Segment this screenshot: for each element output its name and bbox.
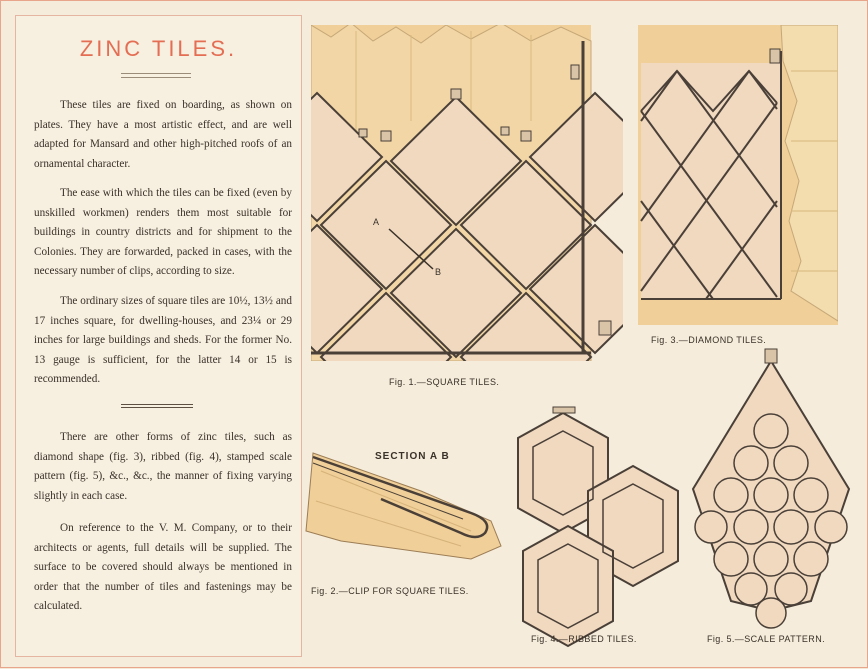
paragraph-reference: On reference to the V. M. Company, or to their architects or agents, full details will be supplied. The surface to be covered should always be mentioned in order that the number of tiles and fastenings may be calculated.	[34, 522, 292, 613]
fig2-heading: SECTION A B	[375, 451, 450, 462]
fig2-caption: Fig. 2.—CLIP FOR SQUARE TILES.	[311, 586, 469, 596]
paragraph-other-forms: There are other forms of zinc tiles, such as diamond shape (fig. 3), ribbed (fig. 4), stamped scale pattern (fig. 5), &c., &c., the manner of fixing varying slightly in each case.	[34, 431, 292, 502]
paragraph-sizes: The ordinary sizes of square tiles are 10½, 13½ and 17 inches square, for dwelling-houses, and 23¼ or 29 inches for large buildings and sheds. For the former No. 13 gauge is sufficient, for the latter 14 or 15 is recommended.	[34, 295, 292, 386]
paragraph-fixing: These tiles are fixed on boarding, as shown on plates. They have a most artistic effect, and are well adapted for Mansard and other high-pitched roofs of an ornamental character.	[34, 99, 292, 170]
paragraph-ease: The ease with which the tiles can be fixed (even by unskilled workmen) renders them most suitable for buildings in country districts and for shipment to the Colonies. They are forwarded, packed in cases, with the necessary number of clips, according to size.	[34, 187, 292, 278]
fig1-caption: Fig. 1.—SQUARE TILES.	[389, 377, 500, 387]
fig1-label-a: A	[373, 217, 380, 227]
fig3-caption: Fig. 3.—DIAMOND TILES.	[651, 335, 767, 345]
fig5-caption: Fig. 5.—SCALE PATTERN.	[707, 634, 825, 644]
fig4-caption: Fig. 4.—RIBBED TILES.	[531, 634, 637, 644]
fig1-label-b: B	[435, 267, 442, 277]
page-title: ZINC TILES.	[79, 36, 238, 61]
